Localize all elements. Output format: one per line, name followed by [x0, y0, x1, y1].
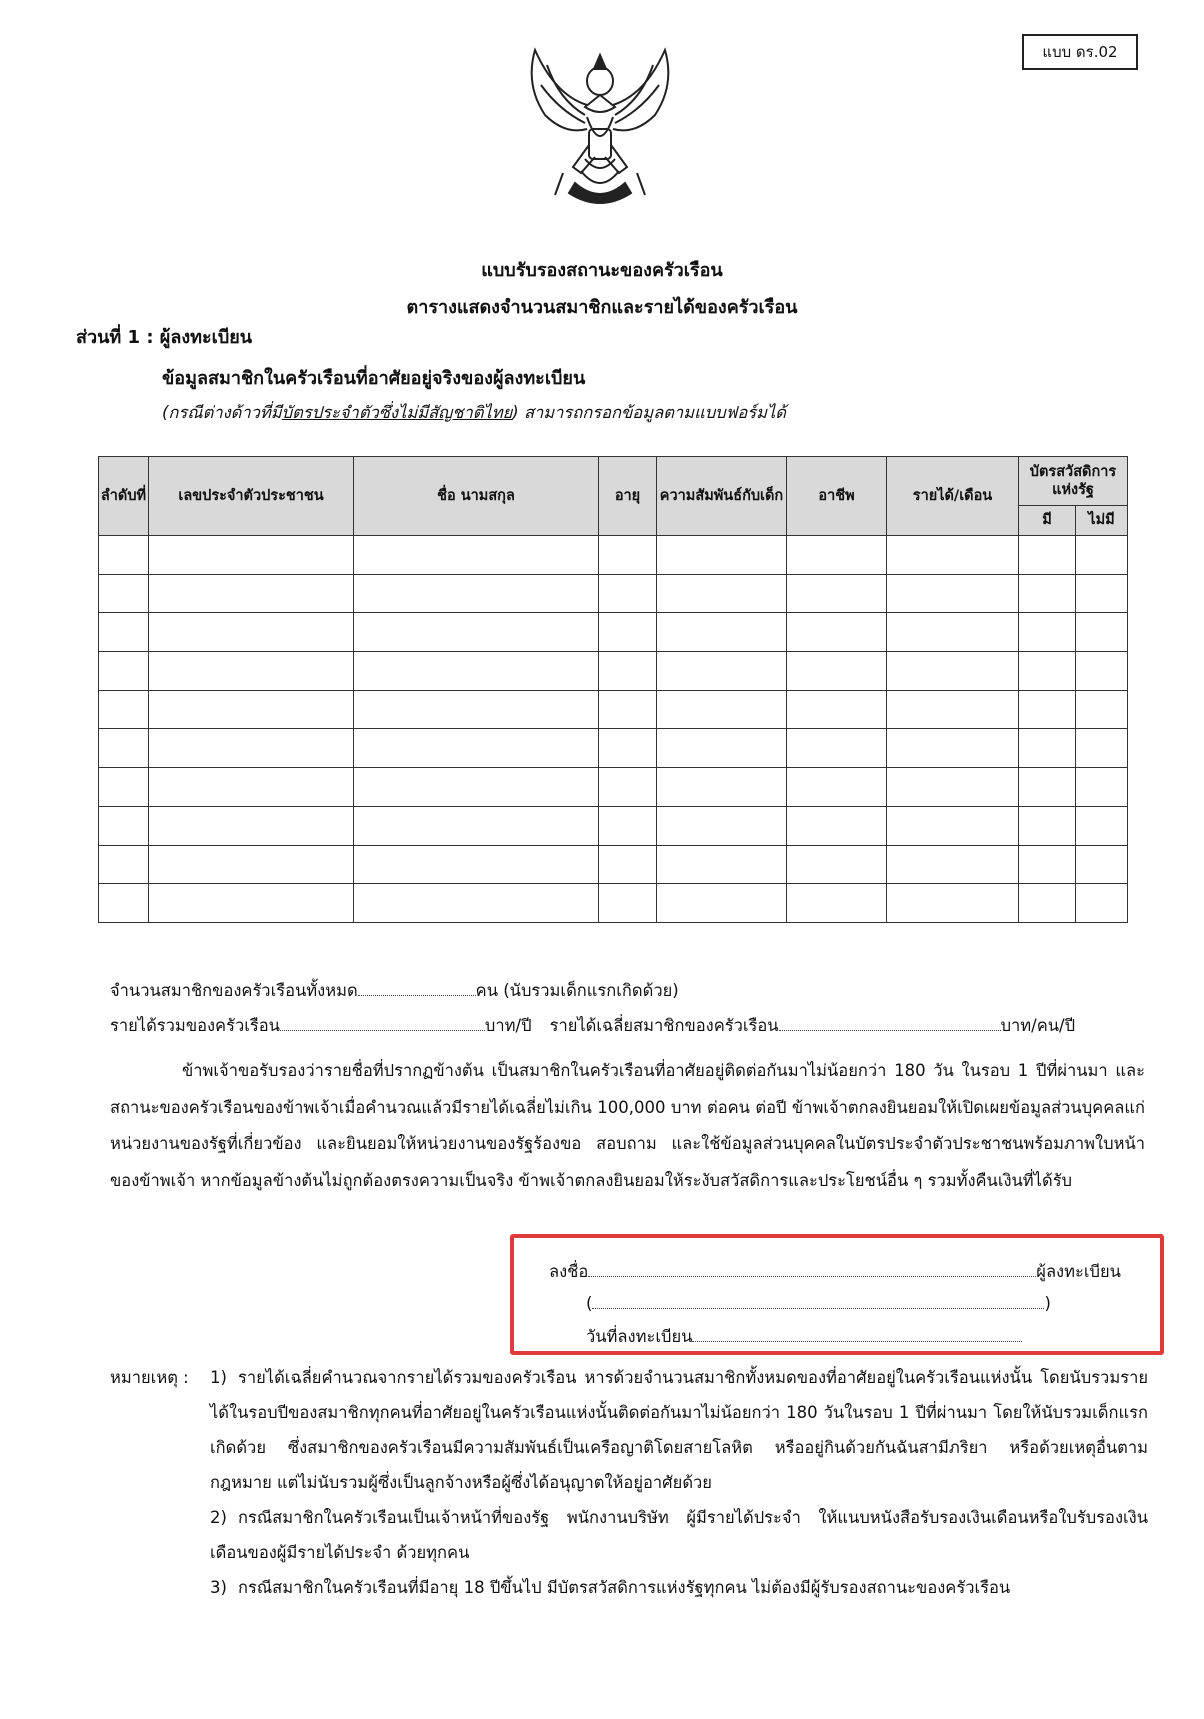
table-cell[interactable] [887, 845, 1019, 884]
garuda-emblem-icon [515, 45, 685, 215]
col-header-card-yes: มี [1019, 506, 1076, 536]
date-label: วันที่ลงทะเบียน [586, 1327, 693, 1346]
table-cell[interactable] [1076, 845, 1128, 884]
remark-item [210, 1360, 1148, 1500]
table-cell[interactable] [1019, 729, 1076, 768]
table-cell[interactable] [99, 574, 149, 613]
col-header-name: ชื่อ นามสกุล [354, 457, 599, 536]
remark-text: กรณีสมาชิกในครัวเรือนเป็นเจ้าหน้าที่ของรัฐ พนักงานบริษัท ผู้มีรายได้ประจำ ให้แนบหนังสือรับรองเงินเดือนหรือใบรับรองเงินเดือนของผู้มีรายได้ประจำ ด้วยทุกคน [210, 1508, 1148, 1562]
table-row [99, 613, 1128, 652]
table-cell[interactable] [1076, 806, 1128, 845]
table-cell[interactable] [787, 729, 887, 768]
table-cell[interactable] [599, 574, 657, 613]
table-cell[interactable] [354, 845, 599, 884]
part1-heading: ส่วนที่ 1 : ผู้ลงทะเบียน [76, 327, 253, 348]
table-cell[interactable] [599, 690, 657, 729]
table-cell[interactable] [99, 729, 149, 768]
signature-field[interactable] [588, 1260, 1036, 1277]
col-header-income: รายได้/เดือน [887, 457, 1019, 536]
document-subtitle: ตารางแสดงจำนวนสมาชิกและรายได้ของครัวเรือน [406, 297, 798, 318]
table-row [99, 690, 1128, 729]
members-count-unit: คน (นับรวมเด็กแรกเกิดด้วย) [475, 981, 679, 1000]
table-cell[interactable] [887, 652, 1019, 691]
table-cell[interactable] [149, 845, 354, 884]
remark-number: 3) [210, 1578, 227, 1597]
table-cell[interactable] [99, 806, 149, 845]
remark-number: 2) [210, 1508, 227, 1527]
table-cell[interactable] [787, 690, 887, 729]
avg-income-field[interactable] [779, 1014, 1001, 1031]
table-cell[interactable] [1019, 613, 1076, 652]
table-cell[interactable] [1019, 806, 1076, 845]
table-row [99, 652, 1128, 691]
col-header-no: ลำดับที่ [99, 457, 149, 536]
table-cell[interactable] [1019, 884, 1076, 923]
members-count-label: จำนวนสมาชิกของครัวเรือนทั้งหมด [110, 981, 358, 1000]
table-cell[interactable] [787, 536, 887, 575]
table-cell[interactable] [887, 729, 1019, 768]
registration-date-field[interactable] [692, 1325, 1022, 1342]
total-income-field[interactable] [280, 1014, 485, 1031]
table-cell[interactable] [599, 768, 657, 807]
table-row [99, 729, 1128, 768]
table-cell[interactable] [1076, 652, 1128, 691]
remark-text: รายได้เฉลี่ยคำนวณจากรายได้รวมของครัวเรือน หารด้วยจำนวนสมาชิกทั้งหมดของที่อาศัยอยู่ในครัวเรือนแห่งนั้น โดยนับรวมรายได้ในรอบปีของสมาชิกทุกคนที่อาศัยอยู่ในครัวเรือนแห่งนั้นติดต่อกันมาไม่น้อยกว่า 180 วันในรอบ 1 ปีที่ผ่านมา โดยให้นับรวมเด็กแรกเกิดด้วย ซึ่งสมาชิกของครัวเรือนมีความสัมพันธ์เป็นเครือญาติโดยสายโลหิต หรืออยู่กินด้วยกันฉันสามีภริยา หรือด้วยเหตุอื่นตามกฎหมาย แต่ไม่นับรวมผู้ซึ่งเป็นลูกจ้างหรือผู้ซึ่งได้อนุญาตให้อยู่อาศัยด้วย [210, 1368, 1148, 1492]
table-body [99, 536, 1128, 923]
table-cell[interactable] [657, 574, 787, 613]
table-cell[interactable] [1076, 884, 1128, 923]
remark-item [210, 1570, 1148, 1605]
table-cell[interactable] [1019, 768, 1076, 807]
table-cell[interactable] [887, 574, 1019, 613]
table-cell[interactable] [149, 652, 354, 691]
table-cell[interactable] [354, 806, 599, 845]
table-cell[interactable] [1076, 690, 1128, 729]
table-cell[interactable] [354, 884, 599, 923]
table-cell[interactable] [887, 806, 1019, 845]
open-paren: ( [586, 1294, 593, 1313]
table-row [99, 536, 1128, 575]
table-cell[interactable] [99, 690, 149, 729]
table-cell[interactable] [1076, 729, 1128, 768]
table-cell[interactable] [1019, 574, 1076, 613]
table-cell[interactable] [787, 574, 887, 613]
avg-income-label: รายได้เฉลี่ยสมาชิกของครัวเรือน [549, 1016, 779, 1035]
table-cell[interactable] [149, 690, 354, 729]
table-row [99, 845, 1128, 884]
table-cell[interactable] [657, 536, 787, 575]
table-cell[interactable] [354, 574, 599, 613]
table-cell[interactable] [149, 768, 354, 807]
note-post: ) สามารถกรอกข้อมูลตามแบบฟอร์มได้ [512, 403, 786, 422]
table-cell[interactable] [787, 613, 887, 652]
household-members-table [98, 456, 1128, 923]
table-cell[interactable] [99, 613, 149, 652]
printed-name-field[interactable] [592, 1292, 1044, 1309]
col-header-relation: ความสัมพันธ์กับเด็ก [657, 457, 787, 536]
avg-income-unit: บาท/คน/ปี [1000, 1016, 1076, 1035]
table-cell[interactable] [887, 613, 1019, 652]
col-header-occupation: อาชีพ [787, 457, 887, 536]
col-header-welfare-card: บัตรสวัสดิการแห่งรัฐ [1019, 457, 1128, 506]
declaration-paragraph [110, 1053, 1145, 1199]
table-cell[interactable] [354, 768, 599, 807]
table-cell[interactable] [599, 613, 657, 652]
table-cell[interactable] [1076, 768, 1128, 807]
table-cell[interactable] [149, 806, 354, 845]
foreigner-note [162, 400, 786, 426]
remark-text: กรณีสมาชิกในครัวเรือนที่มีอายุ 18 ปีขึ้นไป มีบัตรสวัสดิการแห่งรัฐทุกคน ไม่ต้องมีผู้รับรองสถานะของครัวเรือน [238, 1578, 1011, 1597]
table-row [99, 884, 1128, 923]
table-cell[interactable] [657, 768, 787, 807]
table-row [99, 806, 1128, 845]
table-cell[interactable] [887, 884, 1019, 923]
note-underlined: บัตรประจำตัวซึ่งไม่มีสัญชาติไทย [281, 403, 513, 422]
table-row [99, 768, 1128, 807]
table-cell[interactable] [149, 729, 354, 768]
table-cell[interactable] [887, 690, 1019, 729]
col-header-age: อายุ [599, 457, 657, 536]
form-code-badge: แบบ ดร.02 [1022, 34, 1138, 70]
total-income-label: รายได้รวมของครัวเรือน [110, 1016, 280, 1035]
table-cell[interactable] [657, 884, 787, 923]
table-cell[interactable] [787, 884, 887, 923]
table-cell[interactable] [599, 536, 657, 575]
date-line [586, 1324, 1022, 1350]
sign-label: ลงชื่อ [549, 1262, 589, 1281]
name-line [586, 1292, 1051, 1313]
table-cell[interactable] [354, 652, 599, 691]
note-pre: (กรณีต่างด้าวที่มี [162, 403, 282, 422]
table-cell[interactable] [657, 690, 787, 729]
table-cell[interactable] [1019, 845, 1076, 884]
signature-line [549, 1259, 1121, 1285]
table-cell[interactable] [599, 652, 657, 691]
table-cell[interactable] [354, 536, 599, 575]
table-cell[interactable] [1019, 652, 1076, 691]
table-cell[interactable] [599, 729, 657, 768]
members-count-line [110, 978, 679, 1004]
signer-role: ผู้ลงทะเบียน [1036, 1262, 1121, 1281]
part1-subheading: ข้อมูลสมาชิกในครัวเรือนที่อาศัยอยู่จริงของผู้ลงทะเบียน [162, 368, 586, 389]
table-cell[interactable] [149, 574, 354, 613]
table-cell[interactable] [657, 845, 787, 884]
table-cell[interactable] [1076, 613, 1128, 652]
table-cell[interactable] [1019, 690, 1076, 729]
table-cell[interactable] [887, 768, 1019, 807]
table-cell[interactable] [787, 768, 887, 807]
table-cell[interactable] [657, 729, 787, 768]
remark-item [210, 1500, 1148, 1570]
table-cell[interactable] [354, 690, 599, 729]
table-row [99, 574, 1128, 613]
table-cell[interactable] [787, 806, 887, 845]
close-paren: ) [1044, 1294, 1051, 1313]
table-cell[interactable] [149, 613, 354, 652]
table-cell[interactable] [599, 806, 657, 845]
table-cell[interactable] [599, 845, 657, 884]
table-cell[interactable] [99, 768, 149, 807]
table-cell[interactable] [99, 884, 149, 923]
table-cell[interactable] [99, 536, 149, 575]
table-cell[interactable] [599, 884, 657, 923]
table-cell[interactable] [354, 729, 599, 768]
table-cell[interactable] [657, 806, 787, 845]
table-cell[interactable] [787, 845, 887, 884]
income-line [110, 1013, 1075, 1039]
table-cell[interactable] [657, 652, 787, 691]
col-header-id: เลขประจำตัวประชาชน [149, 457, 354, 536]
remark-number: 1) [210, 1368, 227, 1387]
table-cell[interactable] [99, 845, 149, 884]
remarks-label: หมายเหตุ : [110, 1368, 189, 1387]
table-cell[interactable] [149, 536, 354, 575]
total-income-unit: บาท/ปี [484, 1016, 532, 1035]
members-count-field[interactable] [358, 979, 476, 996]
document-title: แบบรับรองสถานะของครัวเรือน [481, 260, 723, 281]
table-cell[interactable] [887, 536, 1019, 575]
table-cell[interactable] [657, 613, 787, 652]
table-cell[interactable] [1076, 574, 1128, 613]
col-header-card-no: ไม่มี [1076, 506, 1128, 536]
table-cell[interactable] [149, 884, 354, 923]
table-cell[interactable] [354, 613, 599, 652]
table-cell[interactable] [787, 652, 887, 691]
table-cell[interactable] [1076, 536, 1128, 575]
declaration-text: ข้าพเจ้าขอรับรองว่ารายชื่อที่ปรากฏข้างต้น เป็นสมาชิกในครัวเรือนที่อาศัยอยู่ติดต่อกันมาไม่น้อยกว่า 180 วัน ในรอบ 1 ปีที่ผ่านมา และสถานะของครัวเรือนของข้าพเจ้าเมื่อคำนวณแล้วมีรายได้เฉลี่ยไม่เกิน 100,000 บาท ต่อคน ต่อปี ข้าพเจ้าตกลงยินยอมให้เปิดเผยข้อมูลส่วนบุคคลแก่หน่วยงานของรัฐที่เกี่ยวข้อง และยินยอมให้หน่วยงานของรัฐร้องขอ สอบถาม และใช้ข้อมูลส่วนบุคคลในบัตรประจำตัวประชาชนพร้อมภาพใบหน้าของข้าพเจ้า หากข้อมูลข้างต้นไม่ถูกต้องตรงความเป็นจริง ข้าพเจ้าตกลงยินยอมให้ระงับสวัสดิการและประโยชน์อื่น ๆ รวมทั้งคืนเงินที่ได้รับ [110, 1061, 1145, 1190]
table-cell[interactable] [99, 652, 149, 691]
table-cell[interactable] [1019, 536, 1076, 575]
